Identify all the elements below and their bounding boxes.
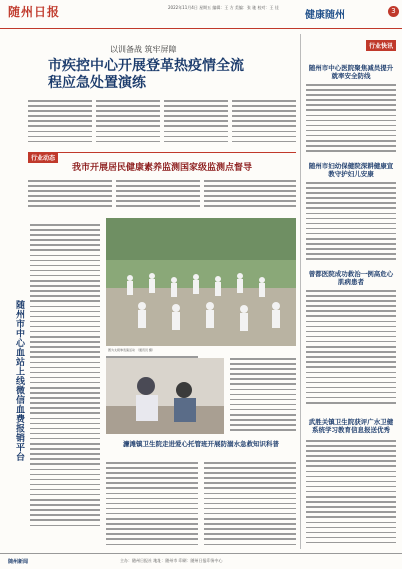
right-bottom-body [306, 440, 396, 548]
right-low-body [306, 290, 396, 410]
page-number: 3 [388, 6, 399, 17]
feature-tag: 行业动态 [28, 152, 58, 163]
feature-body-col-2 [116, 180, 200, 212]
bottom-body-col-2 [204, 462, 296, 548]
column-divider [300, 34, 301, 549]
tai-chi-photo [106, 218, 296, 346]
lead-headline: 市疾控中心开展登革热疫情全流程应急处置演练 [48, 58, 244, 91]
bottom-body-col-1 [106, 462, 198, 548]
feature-body-col-3 [204, 180, 296, 212]
photo-caption: 图为太极拳表演活动 （通讯员 摄） [108, 348, 155, 352]
banner-story-body [30, 224, 100, 544]
newspaper-logo: 随州日报 [8, 5, 61, 19]
bottom-headline: 濂滩镇卫生院走进爱心托管班开展防溺水急救知识科普 [123, 440, 279, 448]
footer-label: 随州新闻 [8, 559, 29, 565]
page-footer [0, 553, 402, 569]
feature-body-col-1 [28, 180, 112, 212]
right-mid-body [306, 182, 396, 262]
feature-rule [28, 152, 296, 153]
right-top-body [306, 84, 396, 154]
right-top-headline: 随州市中心医院聚焦减员提升就率安全防线 [308, 64, 394, 80]
lead-body-col-1 [28, 100, 92, 145]
right-tag: 行业快讯 [366, 40, 396, 51]
lead-body-col-4 [232, 100, 296, 145]
vertical-banner-headline: 随州市中心血站上线微信血费报销平台 [14, 300, 24, 462]
section-title: 健康随州 [305, 10, 345, 21]
lead-kicker: 以训备战 筑牢屏障 [110, 45, 177, 54]
right-bottom-headline: 武胜关镇卫生院获评广水卫健系统学习教育信息报送优秀 [308, 418, 394, 434]
clinic-photo [106, 358, 224, 434]
right-mid-headline: 随州市妇幼保健院深耕健康宣教守护妇儿安康 [308, 162, 394, 178]
feature-headline: 我市开展居民健康素养监测国家级监测点督导 [71, 163, 252, 173]
photo-side-caption [230, 358, 296, 434]
lead-body-col-2 [96, 100, 160, 145]
footer-note: 主办：随州日报社 地址：随州市 印刷：随州日报印务中心 [120, 558, 223, 563]
masthead [0, 0, 402, 29]
right-low-headline: 曾都医院成功救治一例高危心肌病患者 [308, 270, 394, 286]
lead-body-col-3 [164, 100, 228, 145]
issue-date: 2022年11月4日 星期五 编辑：王 方 美编：张 驰 校对：王 佳 [168, 5, 279, 10]
